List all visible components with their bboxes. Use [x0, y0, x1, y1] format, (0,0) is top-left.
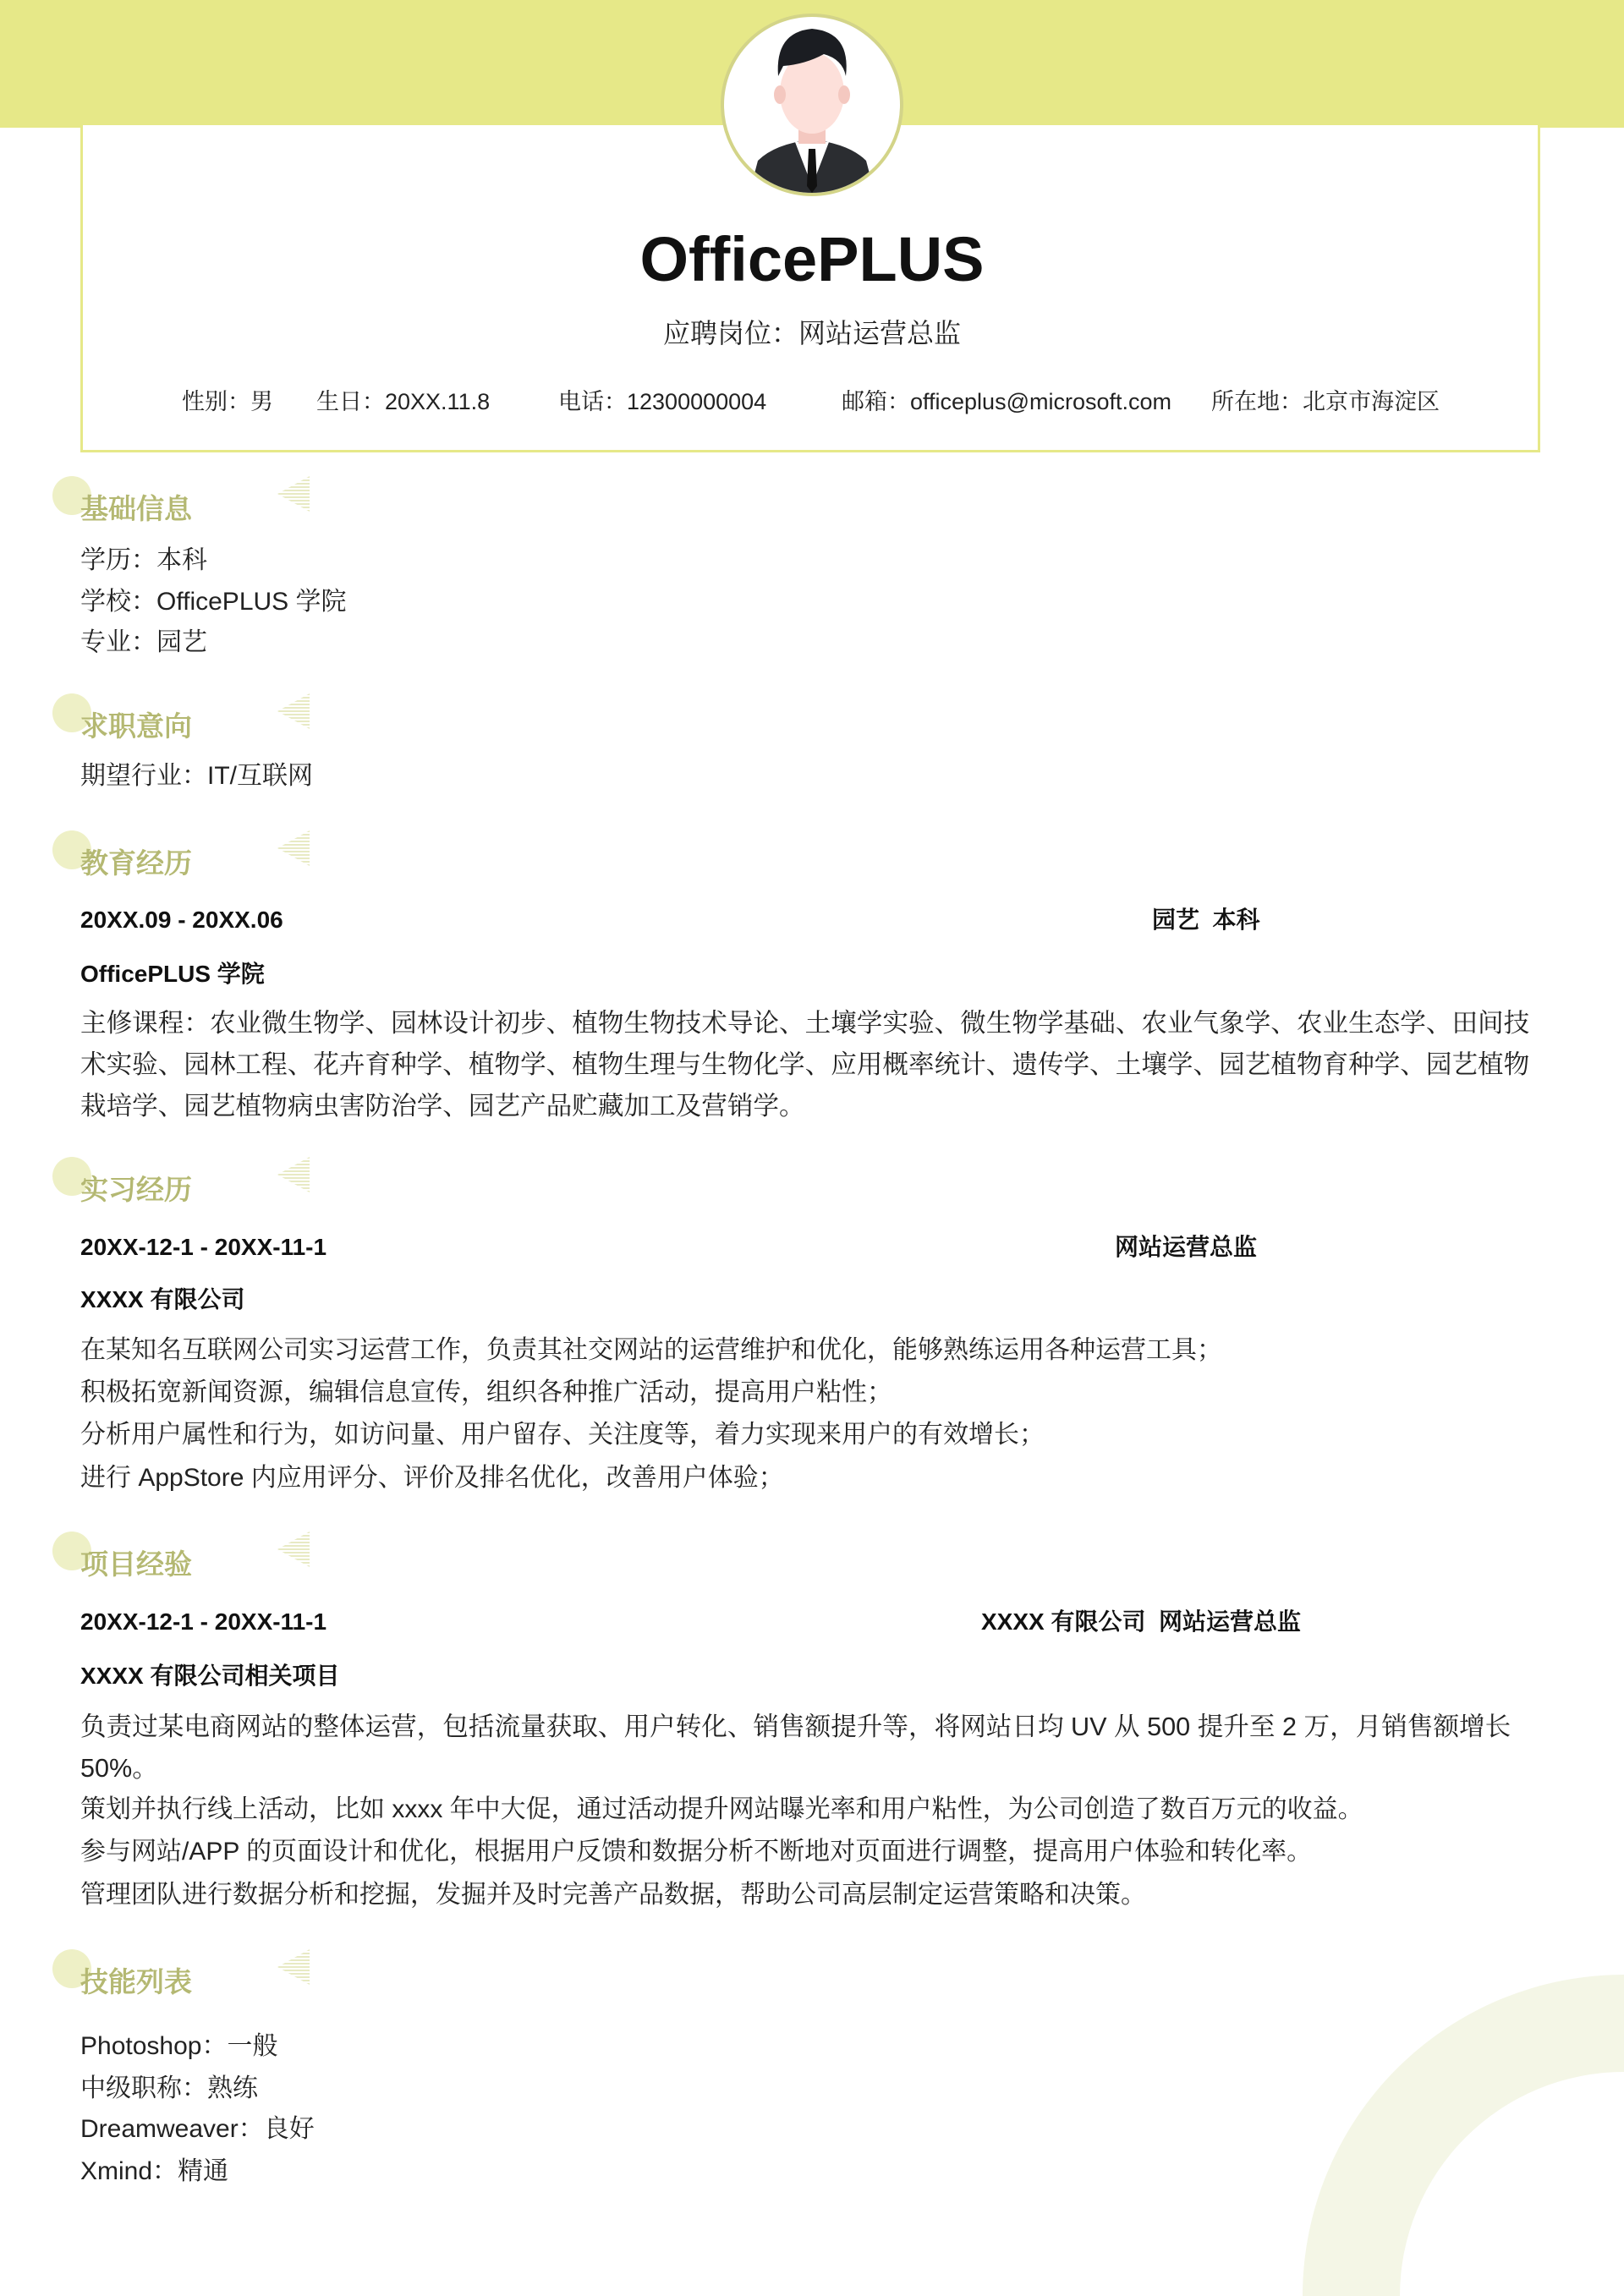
contact-location: 所在地：北京市海淀区 — [1211, 389, 1440, 414]
basic-school: 学校：OfficePLUS 学院 — [80, 588, 347, 616]
education-major-degree: 园艺 本科 — [1152, 907, 1260, 933]
contact-email[interactable]: 邮箱：officeplus@microsoft.com — [842, 389, 1172, 414]
decorative-arc — [1303, 1975, 1624, 2296]
section-title-skills: 技能列表 — [80, 1966, 192, 1997]
section-title-internship: 实习经历 — [80, 1174, 192, 1205]
project-line: 负责过某电商网站的整体运营，包括流量获取、用户转化、销售额提升等，将网站日均 UV 从 500 提升至 2 万，月销售额增长 50%。 — [80, 1712, 1512, 1783]
project-line: 管理团队进行数据分析和挖掘，发掘并及时完善产品数据，帮助公司高层制定运营策略和决策。 — [80, 1881, 1146, 1909]
section-triangle-decor — [277, 476, 310, 512]
skill-item: Photoshop：一般 — [80, 2032, 278, 2060]
project-date: 20XX-12-1 - 20XX-11-1 — [80, 1608, 327, 1635]
section-triangle-decor — [277, 693, 310, 729]
section-title-project: 项目经验 — [80, 1548, 192, 1580]
section-title-education: 教育经历 — [80, 847, 192, 879]
section-triangle-decor — [277, 830, 310, 866]
contact-phone: 电话：12300000004 — [558, 389, 767, 414]
avatar-person-icon — [724, 17, 900, 193]
section-title-basic: 基础信息 — [80, 493, 192, 524]
internship-line: 积极拓宽新闻资源，编辑信息宣传，组织各种推广活动，提高用户粘性； — [80, 1378, 892, 1406]
education-school: OfficePLUS 学院 — [80, 961, 265, 987]
internship-line: 分析用户属性和行为，如访问量、用户留存、关注度等，着力实现来用户的有效增长； — [80, 1421, 1045, 1449]
intent-industry: 期望行业：IT/互联网 — [80, 762, 313, 790]
skill-item: Xmind：精通 — [80, 2157, 229, 2185]
internship-line: 在某知名互联网公司实习运营工作，负责其社交网站的运营维护和优化，能够熟练运用各种运营工具； — [80, 1336, 1222, 1364]
project-line: 参与网站/APP 的页面设计和优化，根据用户反馈和数据分析不断地对页面进行调整，提高用户体验和转化率。 — [80, 1838, 1313, 1866]
section-triangle-decor — [277, 1532, 310, 1567]
contact-birthday: 生日：20XX.11.8 — [316, 389, 491, 414]
project-company-role: XXXX 有限公司 网站运营总监 — [981, 1608, 1302, 1635]
basic-major: 专业：园艺 — [80, 628, 207, 656]
internship-date: 20XX-12-1 - 20XX-11-1 — [80, 1234, 327, 1260]
skill-item: 中级职称：熟练 — [80, 2074, 258, 2102]
contact-gender: 性别：男 — [182, 389, 273, 414]
project-name: XXXX 有限公司相关项目 — [80, 1663, 340, 1689]
section-triangle-decor — [277, 1157, 310, 1192]
internship-company: XXXX 有限公司 — [80, 1286, 245, 1312]
education-date: 20XX.09 - 20XX.06 — [80, 907, 283, 933]
candidate-name: OfficePLUS — [639, 224, 985, 294]
section-title-intent: 求职意向 — [80, 710, 192, 742]
basic-degree: 学历：本科 — [80, 546, 207, 574]
section-triangle-decor — [277, 1949, 310, 1985]
avatar — [721, 14, 903, 196]
internship-role: 网站运营总监 — [1115, 1234, 1258, 1260]
internship-line: 进行 AppStore 内应用评分、评价及排名优化，改善用户体验； — [80, 1464, 784, 1492]
project-line: 策划并执行线上活动，比如 xxxx 年中大促，通过活动提升网站曝光率和用户粘性，为公司创造了数百万元的收益。 — [80, 1795, 1363, 1823]
applied-position: 应聘岗位：网站运营总监 — [662, 318, 961, 348]
education-courses: 主修课程：农业微生物学、园林设计初步、植物生物技术导论、土壤学实验、微生物学基础、农业气象学、农业生态学、田间技术实验、园林工程、花卉育种学、植物学、植物生理与生物化学、应用概率统计、遗传学、土壤学、园艺植物育种学、园艺植物栽培学、园艺植物病虫害防治学、园艺产品贮藏加工及营销学。 — [80, 1009, 1530, 1121]
skill-item: Dreamweaver：良好 — [80, 2115, 315, 2143]
